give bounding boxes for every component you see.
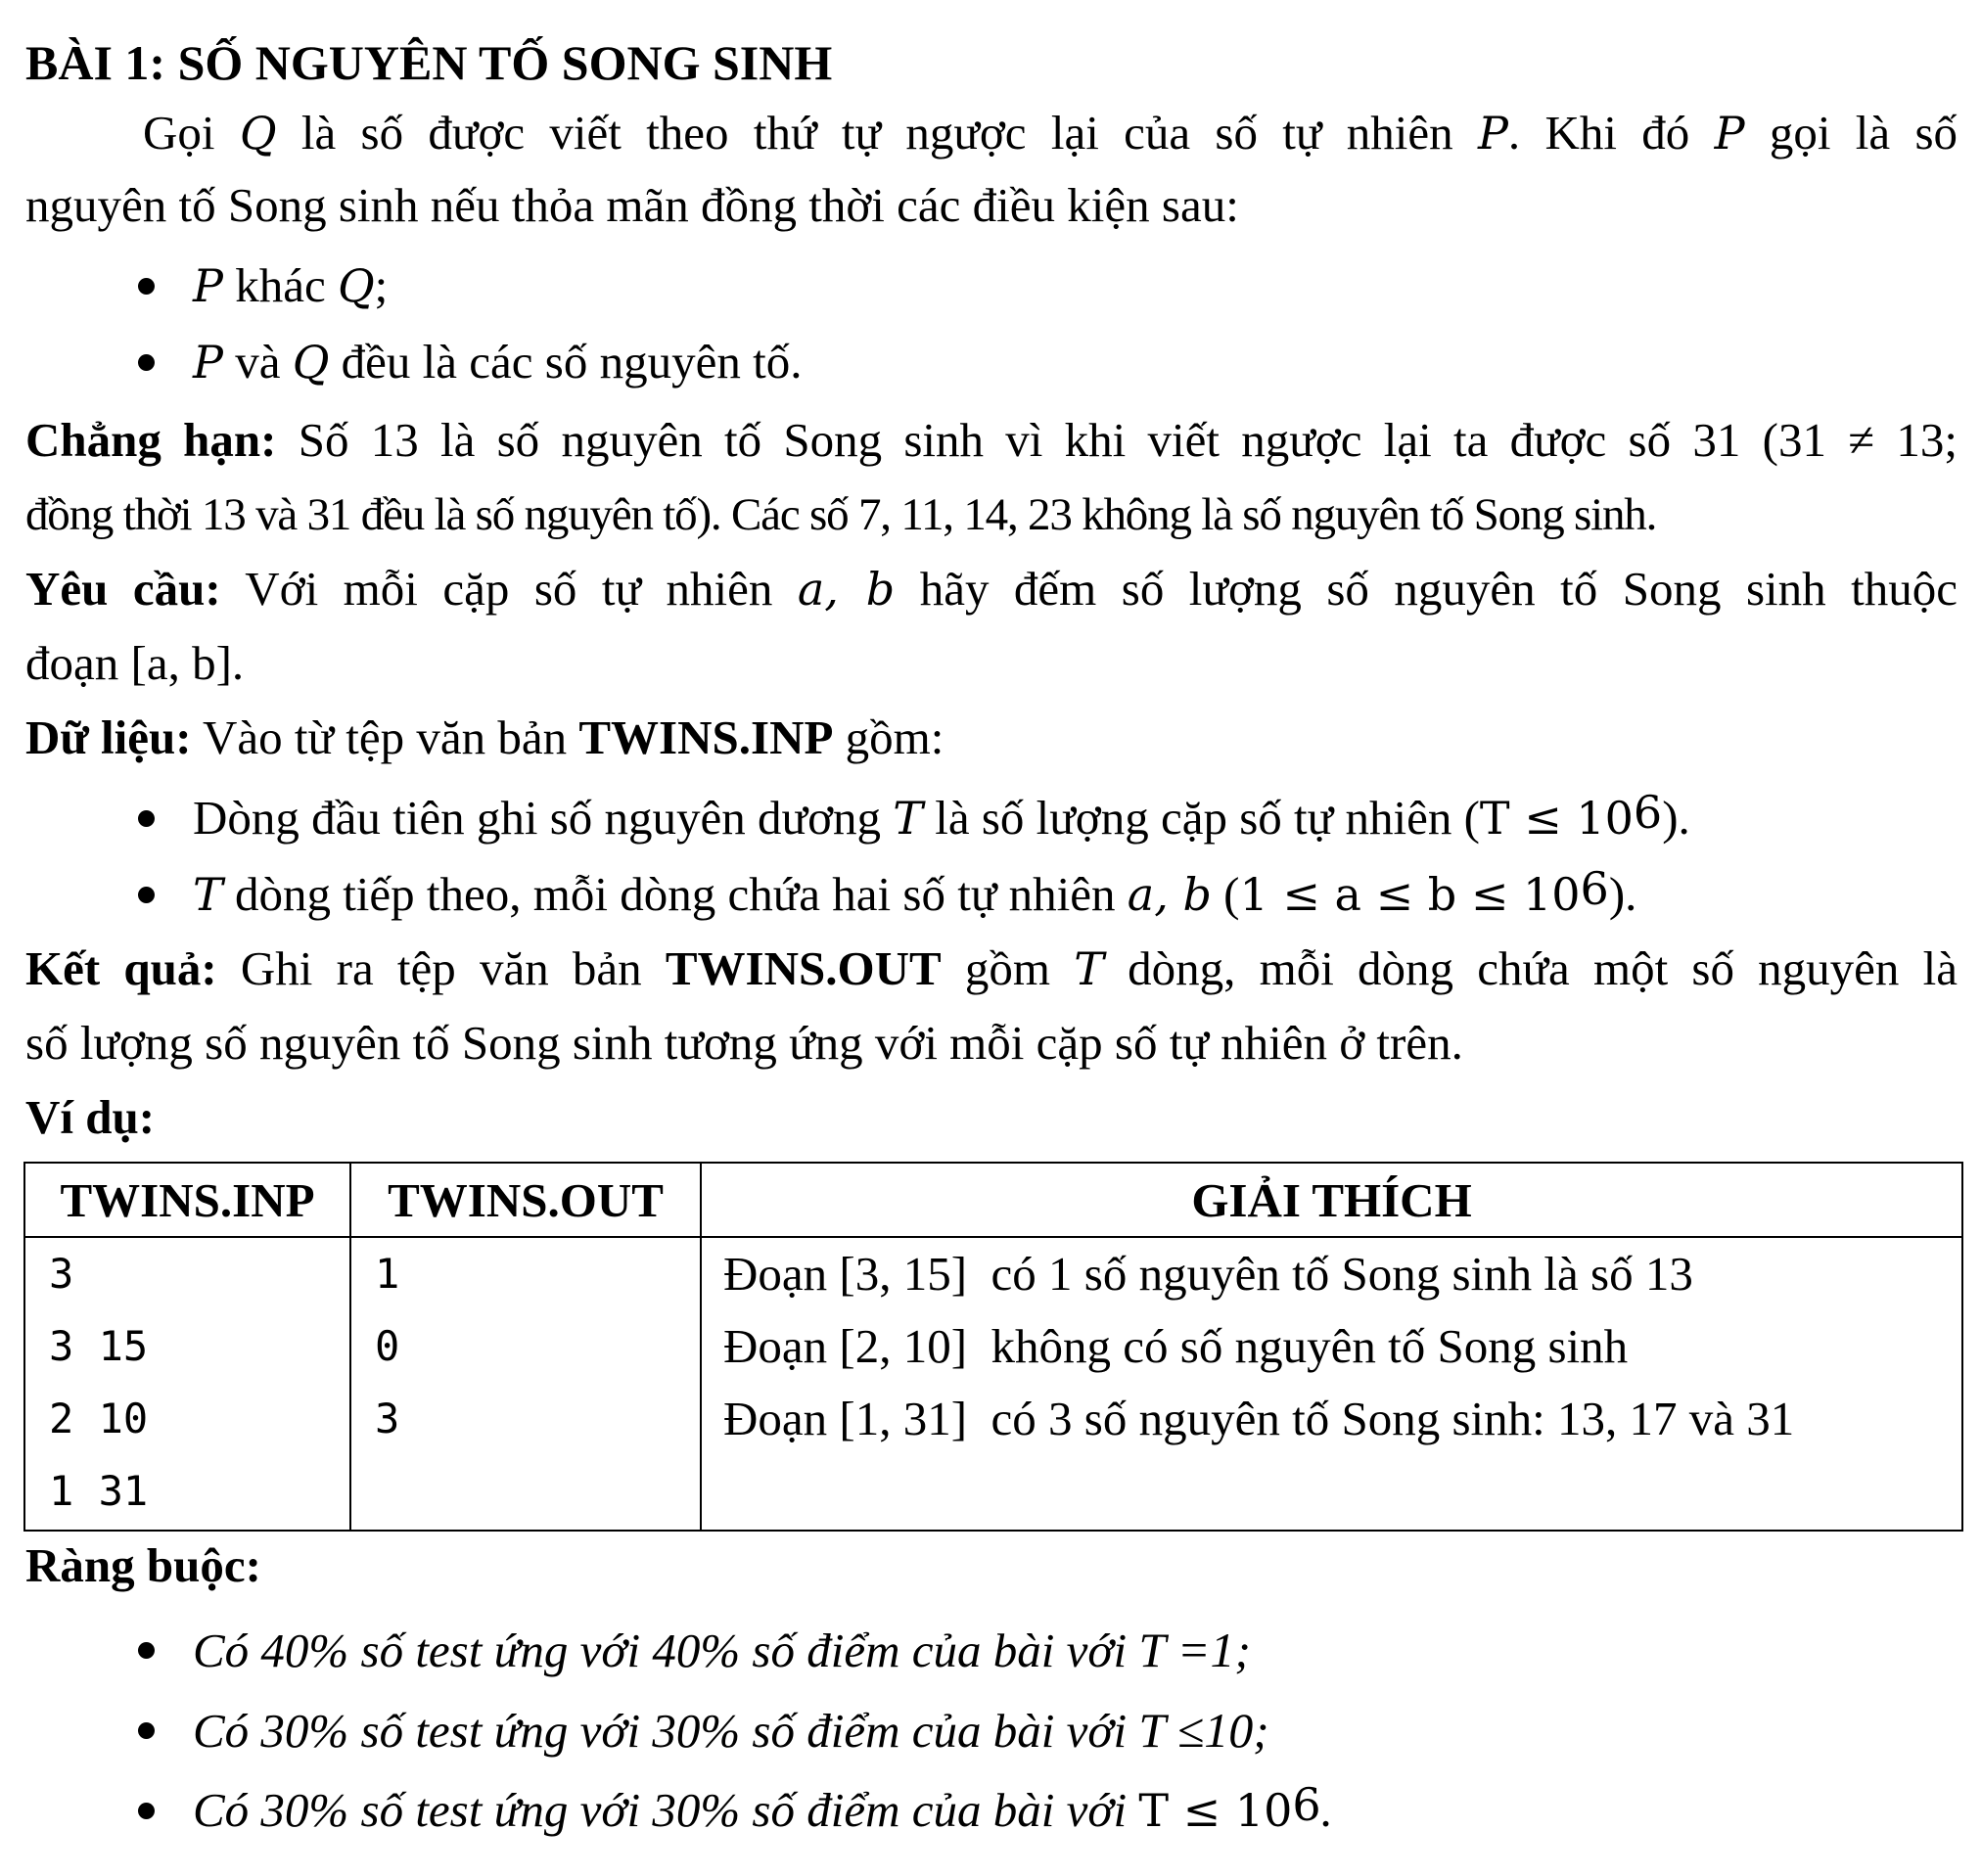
output-line: 0 — [375, 1322, 400, 1370]
bullet-icon — [138, 1803, 155, 1819]
bullet-icon — [138, 1642, 155, 1659]
explanation-line: Đoạn [3, 15] có 1 số nguyên tố Song sinh là số 13 — [723, 1247, 1693, 1301]
intro-line-1: Gọi Q là số được viết theo thứ tự ngược lại của số tự nhiên P. Khi đó P gọi là số — [143, 106, 1958, 160]
input-cell — [24, 1237, 350, 1531]
requirement-line-2: đoạn [a, b]. — [25, 636, 245, 690]
table-header: GIẢI THÍCH — [701, 1163, 1962, 1237]
explanation-cell — [701, 1237, 1962, 1531]
table-header: TWINS.OUT — [350, 1163, 701, 1237]
bullet-icon — [138, 1722, 155, 1739]
explanation-line: Đoạn [1, 31] có 3 số nguyên tố Song sinh: 13, 17 và 31 — [723, 1392, 1795, 1445]
example-text-line-2: đồng thời 13 và 31 đều là số nguyên tố). Các số 7, 11, 14, 23 không là số nguyên tố Song sinh. — [25, 489, 1657, 540]
bullet-icon — [138, 810, 155, 827]
example-table — [23, 1162, 1963, 1532]
intro-line-2: nguyên tố Song sinh nếu thỏa mãn đồng thời các điều kiện sau: — [25, 178, 1239, 232]
requirement-line-1: Yêu cầu: Với mỗi cặp số tự nhiên a, b hãy đếm số lượng số nguyên tố Song sinh thuộc — [25, 562, 1958, 616]
table-header: TWINS.INP — [24, 1163, 350, 1237]
input-line: 3 — [49, 1250, 74, 1298]
problem-title: BÀI 1: SỐ NGUYÊN TỐ SONG SINH — [25, 35, 833, 90]
input-line: 3 15 — [49, 1322, 149, 1370]
bullet-icon — [138, 278, 155, 295]
input-line: 2 10 — [49, 1395, 149, 1442]
problem-page: BÀI 1: SỐ NGUYÊN TỐ SONG SINH Gọi Q là số được viết theo thứ tự ngược lại của số tự nhiên P. Khi đó P gọi là số nguyên tố Song sinh nếu thỏa mãn đồng thời các điều kiện sau: P khác Q; P và Q đều là các số nguyên tố. Chẳng hạn: Số 13 là số nguyên tố Song sinh vì khi viết ngược lại ta được số 31 (31 ≠ 13; đồng thời 13 và 31 đều là số nguyên tố). Các số 7, 11, 14, 23 không là số nguyên tố Song sinh. Yêu cầu: Với mỗi cặp số tự nhiên a, b hãy đếm số lượng số nguyên tố Song sinh thuộc đoạn [a, b]. Dữ liệu: Vào từ tệp văn bản TWINS.INP gồm: Dòng đầu tiên ghi số nguyên dương T là số lượng cặp số tự nhiên $(T \le 10^6)$. T dòng tiếp theo, mỗi dòng chứa hai số tự nhiên a, b $(1 \le a \le b \le 10^6)$. Kết quả: Ghi ra tệp văn bản TWINS.OUT gồm T dòng, mỗi dòng chứa một số nguyên là số lượng số nguyên tố Song sinh tương ứng với mỗi cặp số tự nhiên ở trên. Ví dụ: TWINS.INP TWINS.OUT GIẢI THÍCH 3 3 15 2 10 1 31 1 0 3 Đoạn [3, 15] có 1 số nguyên tố Song sinh là số 13 Đoạn [2, 10] không có số nguyên tố Song sinh Đoạn [1, 31] có 3 số nguyên tố Song sinh: 13, 17 và 31 Ràng buộc: Có 40% số test ứng với 40% số điểm của bài với T =1; Có 30% số test ứng với 30% số điểm của bài với T ≤10; Có 30% số test ứng với 30% số điểm của bài với $T \le 10^6$. — [0, 0, 1981, 1876]
example-text-line-1: Chẳng hạn: Số 13 là số nguyên tố Song sinh vì khi viết ngược lại ta được số 31 (31 ≠ 13; — [25, 413, 1958, 467]
input-heading: Dữ liệu: Vào từ tệp văn bản TWINS.INP gồm: — [25, 710, 944, 764]
output-line: 1 — [375, 1250, 400, 1298]
constraints-label: Ràng buộc: — [25, 1538, 261, 1592]
output-cell — [350, 1237, 701, 1531]
bullet-icon — [138, 354, 155, 371]
input-line: 1 31 — [49, 1467, 149, 1515]
output-line-1: Kết quả: Ghi ra tệp văn bản TWINS.OUT gồm T dòng, mỗi dòng chứa một số nguyên là — [25, 941, 1958, 995]
output-line: 3 — [375, 1395, 400, 1442]
explanation-line: Đoạn [2, 10] không có số nguyên tố Song sinh — [723, 1319, 1629, 1373]
example-label: Ví dụ: — [25, 1090, 156, 1144]
output-line-2: số lượng số nguyên tố Song sinh tương ứng với mỗi cặp số tự nhiên ở trên. — [25, 1016, 1463, 1070]
bullet-icon — [138, 887, 155, 903]
